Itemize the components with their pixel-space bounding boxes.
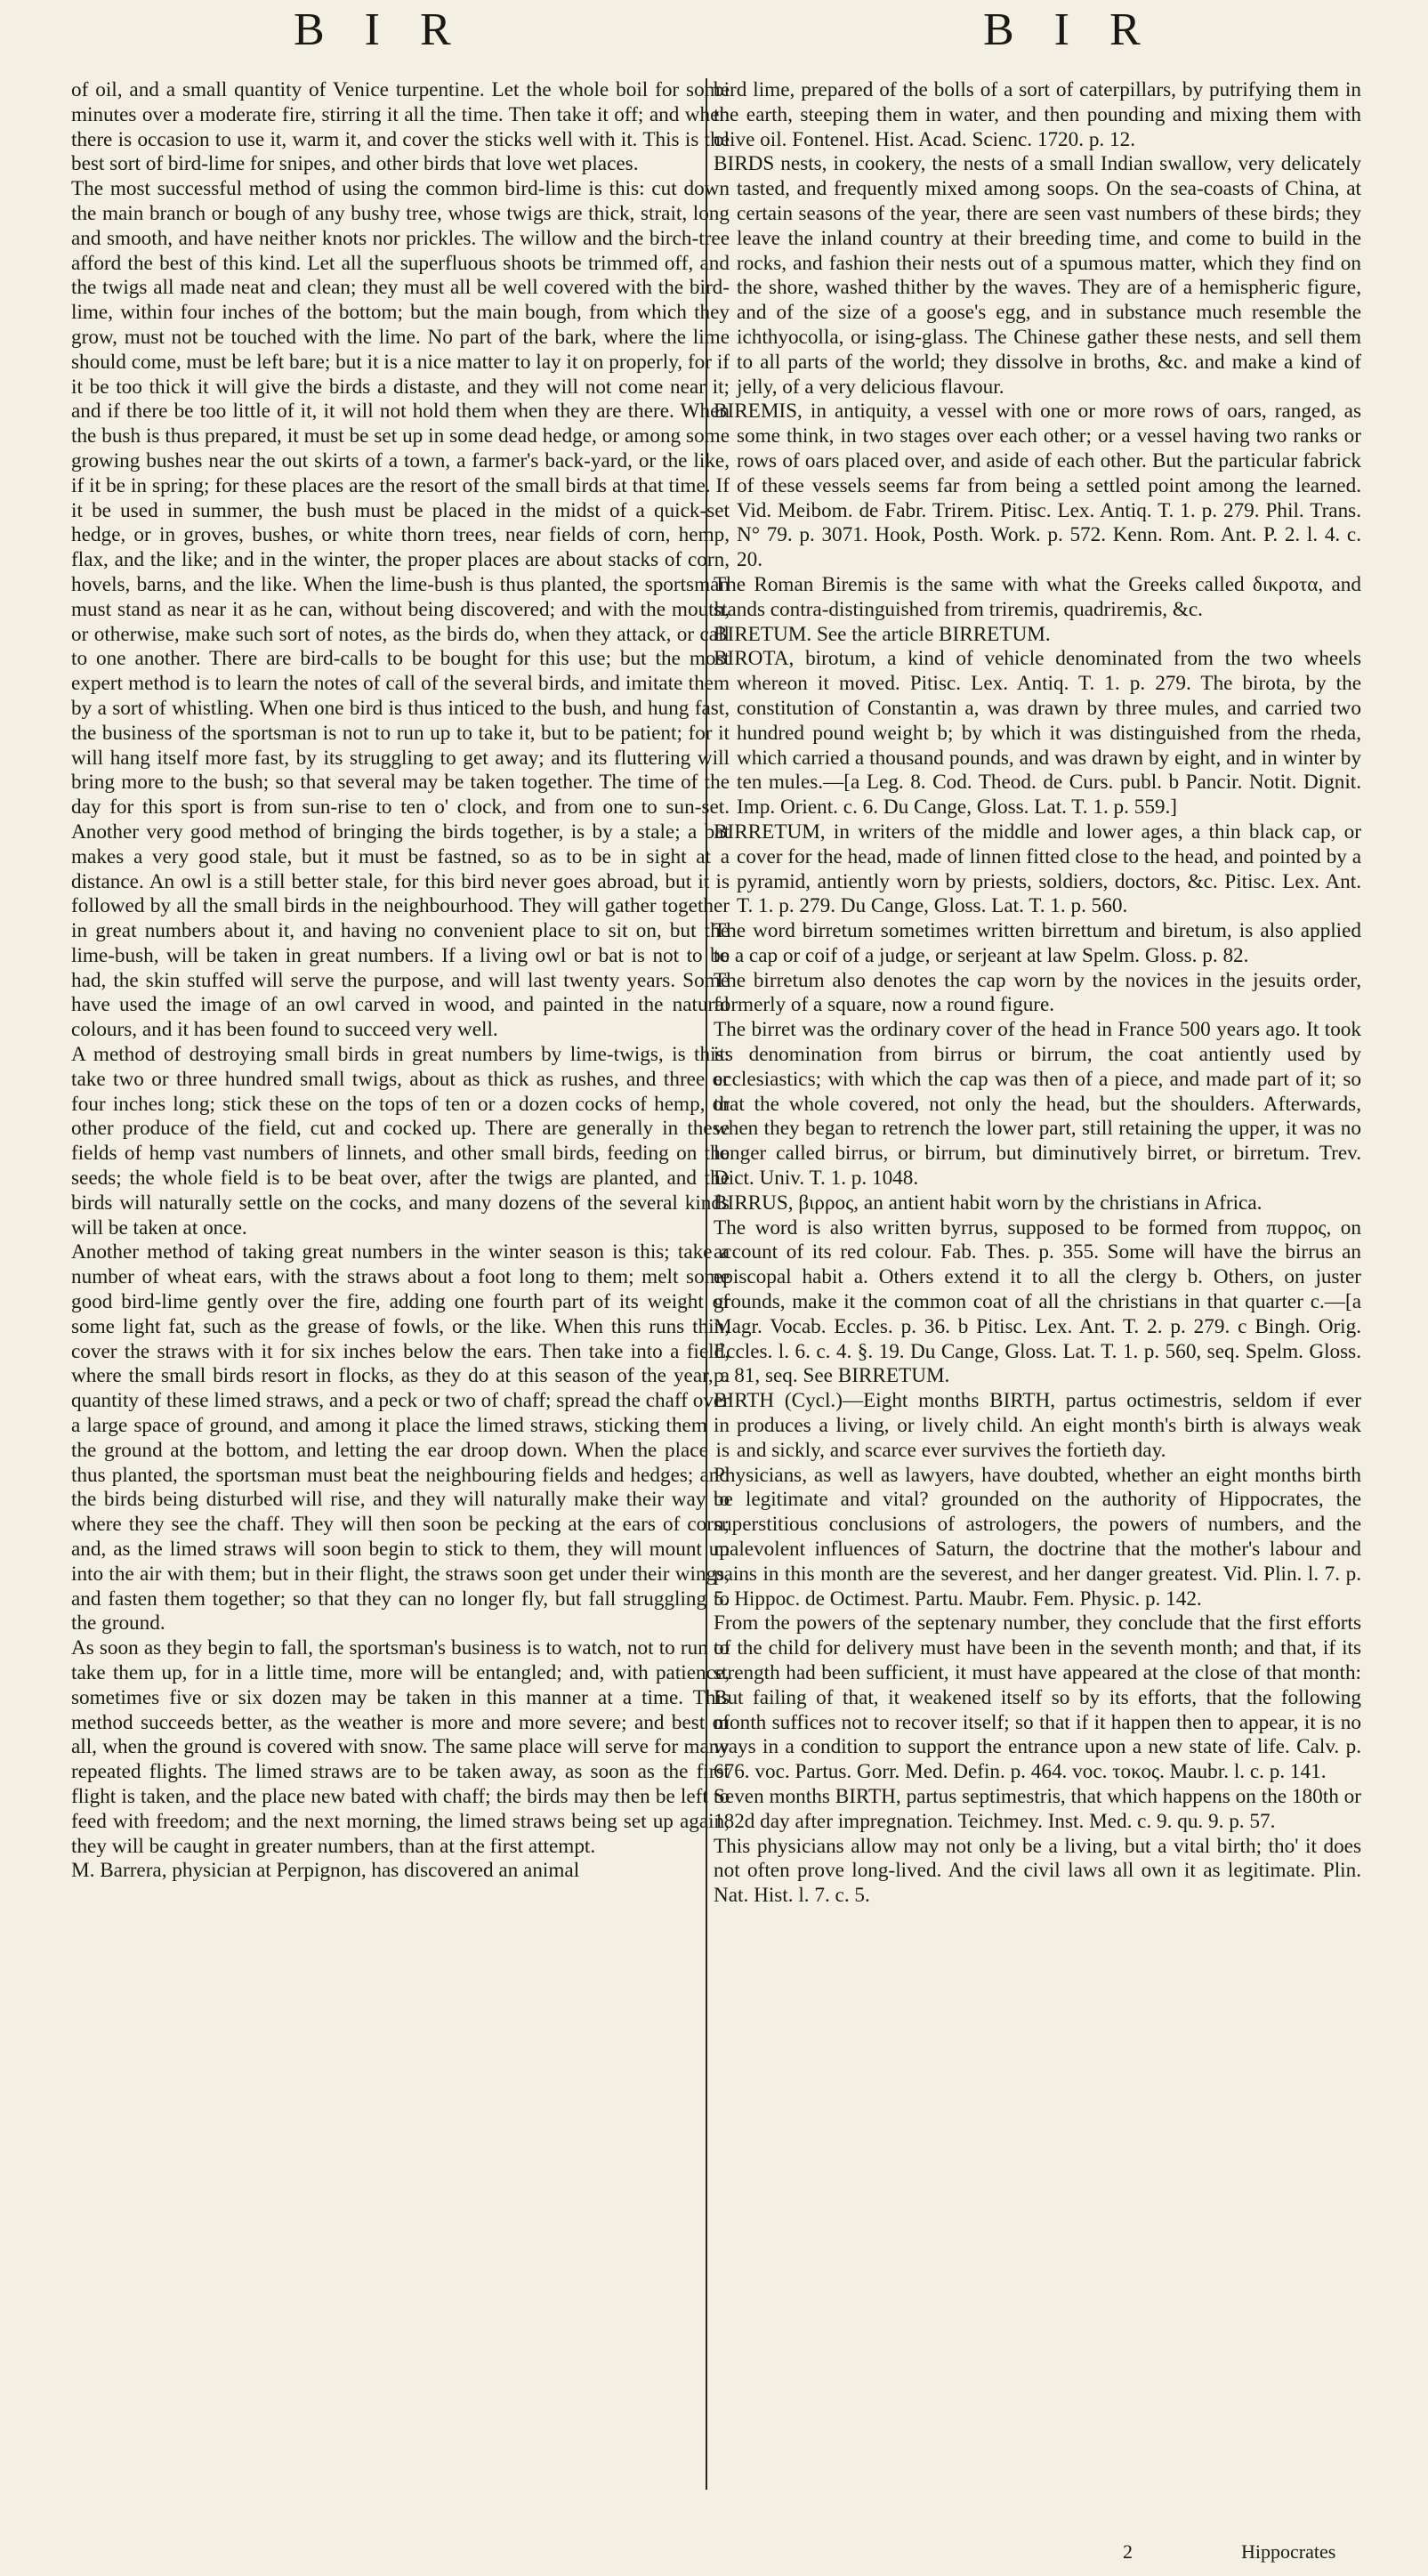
paragraph: From the powers of the septenary number, they conclude that the first efforts of the child for delivery must have been in the seventh month; and that, if its strength had been sufficient, it must have appeared at the close of that month: But failing of that, it weakened itself so by its efforts, that the following month suffices not to recover itself; so that if it happen then to appear, it is no ways in a condition to support the entrance upon a new state of life. Calv. p. 676. voc. Partus. Gorr. Med. Defin. p. 464. voc. τοκος. Maubr. l. c. p. 141. — [714, 1611, 1361, 1784]
catchword: Hippocrates — [1241, 2540, 1336, 2563]
running-head-right: B I R — [983, 4, 1155, 55]
paragraph: The Roman Biremis is the same with what the Greeks called δικροτα, and stands contra-distinguished from triremis, quadriremis, &c. — [714, 572, 1361, 621]
paragraph: The most successful method of using the common bird-lime is this: cut down the main branch or bough of any bushy tree, whose twigs are thick, strait, long and smooth, and have neither knots nor prickles. The willow and the birch-tree afford the best of this kind. Let all the superfluous shoots be trimmed off, and the twigs all made neat and clean; they must all be well covered with the bird-lime, within four inches of the bottom; but the main bough, from which they grow, must not be touched with the lime. No part of the bark, where the lime should come, must be left bare; but it is a nice matter to lay it on properly, for if it be too thick it will give the birds a distaste, and they will not come near it; and if there be too little of it, it will not hold them when they are there. When the bush is thus prepared, it must be set up in some dead hedge, or among some growing bushes near the out skirts of a town, a farmer's back-yard, or the like, if it be in spring; for these places are the resort of the small birds at that time. If it be used in summer, the bush must be placed in the midst of a quick-set hedge, or in groves, bushes, or white thorn trees, near fields of corn, hemp, flax, and the like; and in the winter, the proper places are about stacks of corn, hovels, barns, and the like. When the lime-bush is thus planted, the sportsman must stand as near it as he can, without being discovered; and with the mouth, or otherwise, make such sort of notes, as the birds do, when they attack, or call to one another. There are bird-calls to be bought for this use; but the most expert method is to learn the notes of call of the several birds, and imitate them by a sort of whistling. When one bird is thus inticed to the bush, and hung fast, the business of the sportsman is not to run up to take it, but to be patient; for it will hang itself more fast, by its struggling to get away; and its fluttering will bring more to the bush; so that several may be taken together. The time of the day for this sport is from sun-rise to ten o' clock, and from one to sun-set. Another very good method of bringing the birds together, is by a stale; a bat makes a very good stale, but it must be fastned, so as to be in sight at a distance. An owl is a still better stale, for this bird never goes abroad, but it is followed by all the small birds in the neighbourhood. They will gather together in great numbers about it, and having no convenient place to sit on, but the lime-bush, will be taken in great numbers. If a living owl or bat is not to be had, the skin stuffed will serve the purpose, and will last twenty years. Some have used the image of an owl carved in wood, and painted in the natural colours, and it has been found to succeed very well. — [71, 177, 730, 1042]
running-head-left: B I R — [294, 4, 465, 55]
paragraph: bird lime, prepared of the bolls of a sort of caterpillars, by putrifying them in the earth, steeping them in water, and then pounding and mixing them with olive oil. Fontenel. Hist. Acad. Scienc. 1720. p. 12. — [714, 78, 1361, 151]
paragraph: A method of destroying small birds in great numbers by lime-twigs, is this: take two or three hundred small twigs, about as thick as rushes, and three or four inches long; stick these on the tops of ten or a dozen cocks of hemp, or other produce of the field, cut and cocked up. There are generally in these fields of hemp vast numbers of linnets, and other small birds, feeding on the seeds; the whole field is to be beat over, after the twigs are planted, and the birds will naturally settle on the cocks, and many dozens of the several kinds will be taken at once. — [71, 1043, 730, 1240]
paragraph: M. Barrera, physician at Perpignon, has discovered an animal — [71, 1859, 580, 1883]
paragraph: The word is also written byrrus, supposed to be formed from πυρρος, on account of its red colour. Fab. Thes. p. 355. Some will have the birrus an episcopal habit a. Others extend it to all the clergy b. Others, on juster grounds, make it the common coat of all the christians in that quarter c.—[a Magr. Vocab. Eccles. p. 36. b Pitisc. Lex. Ant. T. 2. p. 279. c Bingh. Orig. Eccles. l. 6. c. 4. §. 19. Du Cange, Gloss. Lat. T. 1. p. 560, seq. Spelm. Gloss. p. 81, seq. See BIRRETUM. — [714, 1215, 1361, 1388]
entry-birrus: BIRRUS, βιρρος, an antient habit worn by the christians in Africa. — [714, 1191, 1263, 1215]
paragraph: The birret was the ordinary cover of the head in France 500 years ago. It took its denomination from birrus or birrum, the coat antiently used by ecclesiastics; with which the cap was then of a piece, and made part of it; so that the whole covered, not only the head, but the shoulders. Afterwards, when they began to retrench the lower part, still retaining the upper, it was no longer called birrus, or birrum, but diminutively birret, or birretum. Trev. Dict. Univ. T. 1. p. 1048. — [714, 1018, 1361, 1191]
paragraph: Physicians, as well as lawyers, have doubted, whether an eight months birth be legitimate and vital? grounded on the authority of Hippocrates, the superstitious conclusions of astrologers, the powers of numbers, and the malevolent influences of Saturn, the doctrine that the mother's labour and pains in this month are the severest, and her danger greatest. Vid. Plin. l. 7. p. 5. Hippoc. de Octimest. Partu. Maubr. Fem. Physic. p. 142. — [714, 1463, 1361, 1611]
paragraph: The birretum also denotes the cap worn by the novices in the jesuits order, formerly of a square, now a round figure. — [714, 968, 1361, 1017]
paragraph: This physicians allow may not only be a living, but a vital birth; tho' it does not often prove long-lived. And the civil laws all own it as legitimate. Plin. Nat. Hist. l. 7. c. 5. — [714, 1834, 1361, 1908]
left-column — [71, 78, 730, 1884]
entry-birth: BIRTH (Cycl.)—Eight months BIRTH, partus octimestris, seldom if ever produces a living, or lively child. An eight month's birth is always weak and sickly, and scarce ever survives the fortieth day. — [714, 1389, 1361, 1462]
paragraph: of oil, and a small quantity of Venice turpentine. Let the whole boil for some minutes over a moderate fire, stirring it all the time. Then take it off; and when there is occasion to use it, warm it, and cover the sticks well with it. This is the best sort of bird-lime for snipes, and other birds that love wet places. — [71, 78, 730, 176]
entry-biremis: BIREMIS, in antiquity, a vessel with one or more rows of oars, ranged, as some think, in two stages over each other; or a vessel having two ranks or rows of oars placed over, and aside of each other. But the particular fabrick of these vessels seems far from being a settled point among the learned. Vid. Meibom. de Fabr. Trirem. Pitisc. Lex. Antiq. T. 1. p. 279. Phil. Trans. N° 79. p. 3071. Hook, Posth. Work. p. 572. Kenn. Rom. Ant. P. 2. l. 4. c. 20. — [714, 400, 1361, 572]
entry-birds-nests: BIRDS nests, in cookery, the nests of a small Indian swallow, very delicately tasted, and frequently mixed among soops. On the sea-coasts of China, at certain seasons of the year, there are seen vast numbers of these birds; they leave the inland country at their breeding time, and come to build in the rocks, and fashion their nests out of a spumous matter, which they find on the shore, washed thither by the waves. They are of a hemispheric figure, and of the size of a goose's egg, and in substance much resemble the ichthyocolla, or ising-glass. The Chinese gather these nests, and sell them to all parts of the world; they dissolve in broths, &c. and make a kind of jelly, of a very delicious flavour. — [714, 152, 1361, 399]
paragraph: Seven months BIRTH, partus septimestris, that which happens on the 180th or 182d day after impregnation. Teichmey. Inst. Med. c. 9. qu. 9. p. 57. — [714, 1784, 1361, 1833]
signature-mark: 2 — [1123, 2540, 1133, 2563]
paragraph: The word birretum sometimes written birrettum and biretum, is also applied to a cap or coif of a judge, or serjeant at law Spelm. Gloss. p. 82. — [714, 919, 1361, 967]
entry-birota: BIROTA, birotum, a kind of vehicle denominated from the two wheels whereon it moved. Pitisc. Lex. Antiq. T. 1. p. 279. The birota, by the constitution of Constantin a, was drawn by three mules, and carried two hundred pound weight b; by which it was distinguished from the rheda, which carried a thousand pounds, and was drawn by eight, and in winter by ten mules.—[a Leg. 8. Cod. Theod. de Curs. publ. b Pancir. Notit. Dignit. Imp. Orient. c. 6. Du Cange, Gloss. Lat. T. 1. p. 559.] — [714, 647, 1361, 820]
entry-birretum: BIRRETUM, in writers of the middle and lower ages, a thin black cap, or cover for the head, made of linnen fitted close to the head, and pointed by a pyramid, antiently worn by priests, soldiers, doctors, &c. Pitisc. Lex. Ant. T. 1. p. 279. Du Cange, Gloss. Lat. T. 1. p. 560. — [714, 820, 1361, 918]
paragraph: Another method of taking great numbers in the winter season is this; take a number of wheat ears, with the straws about a foot long to them; melt some good bird-lime gently over the fire, adding one fourth part of its weight of some light fat, such as the grease of fowls, or the like. When this runs thin, cover the straws with it for six inches below the ears. Then take into a field, where the small birds resort in flocks, as they do at this season of the year, a quantity of these limed straws, and a peck or two of chaff; spread the chaff over a large space of ground, and among it place the limed straws, sticking them in the ground at the bottom, and letting the ear droop down. When the place is thus planted, the sportsman must beat the neighbouring fields and hedges; and the birds being disturbed will rise, and they will naturally make their way to where they see the chaff. They will then soon be pecking at the ears of corn; and, as the limed straws will soon begin to stick to them, they will mount up into the air with them; but in their flight, the straws soon get under their wings, and fasten them together; so that they can no longer fly, but fall struggling to the ground. — [71, 1240, 730, 1635]
entry-biretum: BIRETUM. See the article BIRRETUM. — [714, 622, 1051, 646]
paragraph: As soon as they begin to fall, the sportsman's business is to watch, not to run to take them up, for in a little time, more will be entangled; and, with patience, sometimes five or six dozen may be taken in this manner at a time. This method succeeds better, as the weather is more and more severe; and best of all, when the ground is covered with snow. The same place will serve for many repeated flights. The limed straws are to be taken away, as soon as the first flight is taken, and the place new bated with chaff; the birds may then be left to feed with freedom; and the next morning, the limed straws being set up again, they will be caught in greater numbers, than at the first attempt. — [71, 1636, 730, 1858]
right-column — [714, 78, 1361, 1909]
